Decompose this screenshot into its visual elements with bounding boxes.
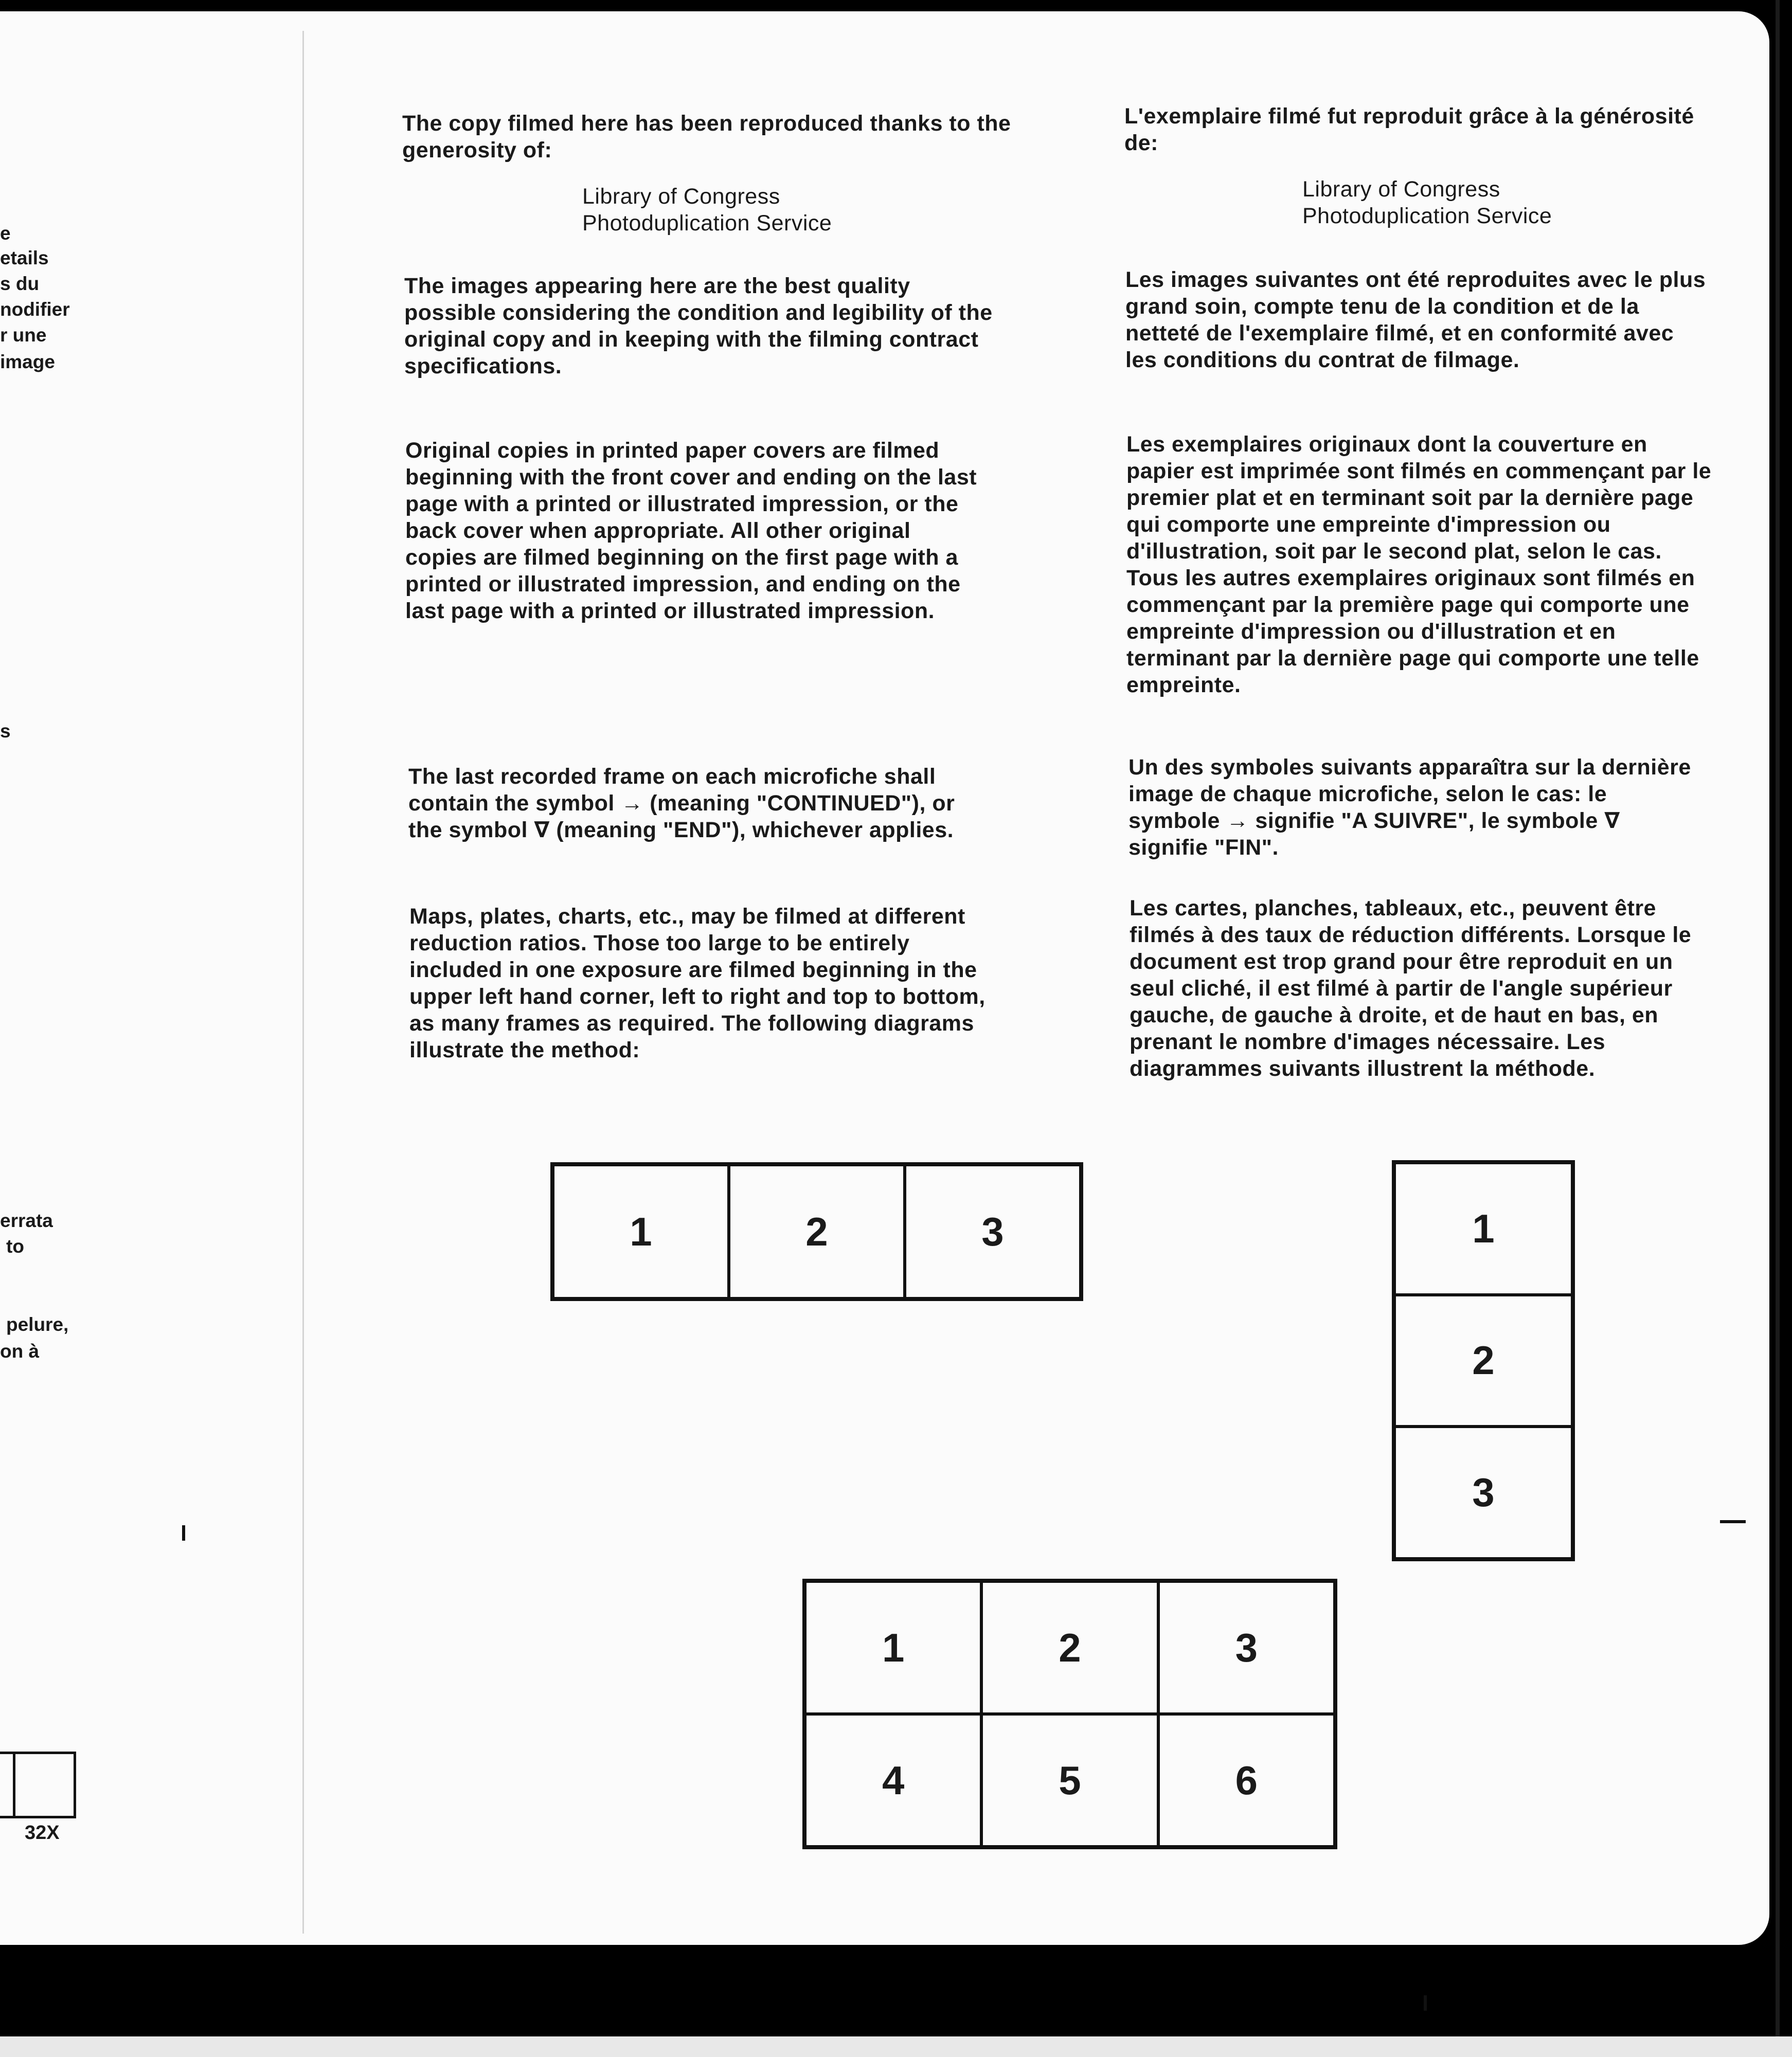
- library-line: Library of Congress: [1302, 177, 1500, 202]
- english-library-name: [582, 183, 832, 237]
- english-maps-paragraph: [409, 903, 991, 1063]
- left-fragment: on à: [0, 1341, 40, 1362]
- horizontal-frame-diagram: [550, 1162, 1083, 1301]
- frame-cell: 3: [1158, 1581, 1335, 1714]
- paragraph-text: Maps, plates, charts, etc., may be filmed at different reduction ratios. Those too large to be entirely included in one exposure are filmed beginning in the upper left hand corner, left to right and top to bottom, as many frames as required. The following diagrams illustrate the method:: [409, 904, 985, 1062]
- paragraph-text: The images appearing here are the best quality possible considering the condition and legibility of the original copy and in keeping with the filming contract specifications.: [404, 274, 993, 378]
- library-line: Library of Congress: [582, 184, 780, 209]
- left-fragment: pelure,: [6, 1314, 69, 1335]
- scale-box: [0, 1752, 15, 1818]
- frame-cell: 2: [981, 1581, 1158, 1714]
- frame-cell: 5: [981, 1714, 1158, 1847]
- paragraph-text: Un des symboles suivants apparaîtra sur la dernière image de chaque microfiche, selon le cas: le symbole → signifie "A SUIVRE", le symbole ∇ signifie "FIN".: [1128, 755, 1691, 860]
- frame-cell: 2: [729, 1165, 905, 1298]
- size-label: 32X: [25, 1822, 60, 1844]
- film-mark: [1424, 1995, 1427, 2011]
- left-fragment: s: [0, 720, 11, 742]
- paragraph-text: Les exemplaires originaux dont la couverture en papier est imprimée sont filmés en commençant par le premier plat et en terminant soit par la dernière page qui comporte une empreinte d'impression ou d'illustration, soit par le second plat, selon le cas. Tous les autres exemplaires originaux sont filmés en commençant par la première page qui comporte une empreinte d'impression ou d'illustration et en terminant par la dernière page qui comporte une telle empreinte.: [1126, 432, 1712, 697]
- paragraph-text: L'exemplaire filmé fut reproduit grâce à la générosité de:: [1124, 104, 1694, 155]
- english-symbols-paragraph: [408, 763, 984, 843]
- scale-box: [15, 1752, 76, 1818]
- library-line: Photoduplication Service: [1302, 204, 1552, 228]
- vertical-frame-diagram: [1392, 1160, 1575, 1561]
- french-symbols-paragraph: [1128, 754, 1705, 861]
- film-mark: [1720, 1520, 1746, 1523]
- frame-cell: 1: [553, 1165, 729, 1298]
- left-fragment: r une: [0, 324, 47, 346]
- paragraph-text: Les cartes, planches, tableaux, etc., peuvent être filmés à des taux de réduction différents. Lorsque le document est trop grand pour être reproduit en un seul cliché, il est filmé à partir de l'angle supérieur gauche, de gauche à droite, et de haut en bas, en prenant le nombre d'images nécessaire. Les diagrammes suivants illustrent la méthode.: [1130, 896, 1692, 1081]
- left-fragment: to: [6, 1236, 24, 1257]
- frame-cell: 2: [1394, 1295, 1572, 1427]
- paragraph-text: Original copies in printed paper covers are filmed beginning with the front cover and ending on the last page with a printed or illustrated impression, or the back cover when appropriate. All other original copies are filmed beginning on the first page with a printed or illustrated impression, and ending on the last page with a printed or illustrated impression.: [405, 438, 977, 623]
- page-gutter: [302, 31, 304, 1934]
- paragraph-text: The last recorded frame on each microfiche shall contain the symbol → (meaning "CONTINUED"), or the symbol ∇ (meaning "END"), whichever applies.: [408, 764, 955, 842]
- english-quality-paragraph: [404, 273, 1001, 380]
- left-fragment: s du: [0, 273, 40, 294]
- right-edge-rule: [1776, 0, 1780, 2036]
- frame-cell: 1: [1394, 1163, 1572, 1295]
- left-fragment: errata: [0, 1210, 53, 1231]
- french-acknowledgement: [1124, 103, 1700, 156]
- french-maps-paragraph: [1130, 895, 1716, 1082]
- french-library-name: [1302, 176, 1552, 229]
- library-line: Photoduplication Service: [582, 211, 832, 236]
- bottom-band: [0, 2036, 1792, 2057]
- french-quality-paragraph: [1125, 266, 1707, 373]
- frame-cell: 3: [1394, 1427, 1572, 1559]
- english-acknowledgement: [402, 110, 1019, 164]
- frame-cell: 1: [805, 1581, 981, 1714]
- film-mark: [182, 1525, 185, 1541]
- paragraph-text: Les images suivantes ont été reproduites avec le plus grand soin, compte tenu de la condition et de la netteté de l'exemplaire filmé, et en conformité avec les conditions du contrat de filmage.: [1125, 267, 1706, 372]
- english-covers-paragraph: [405, 437, 987, 624]
- grid-frame-diagram: [802, 1579, 1337, 1849]
- left-fragment: e: [0, 223, 11, 244]
- frame-cell: 6: [1158, 1714, 1335, 1847]
- english-acknowledgement-text: The copy filmed here has been reproduced thanks to the generosity of:: [402, 111, 1011, 163]
- french-covers-paragraph: [1126, 431, 1718, 698]
- left-fragment: image: [0, 351, 55, 372]
- frame-cell: 4: [805, 1714, 981, 1847]
- left-fragment: nodifier: [0, 299, 70, 320]
- left-fragment: etails: [0, 247, 49, 268]
- frame-cell: 3: [905, 1165, 1081, 1298]
